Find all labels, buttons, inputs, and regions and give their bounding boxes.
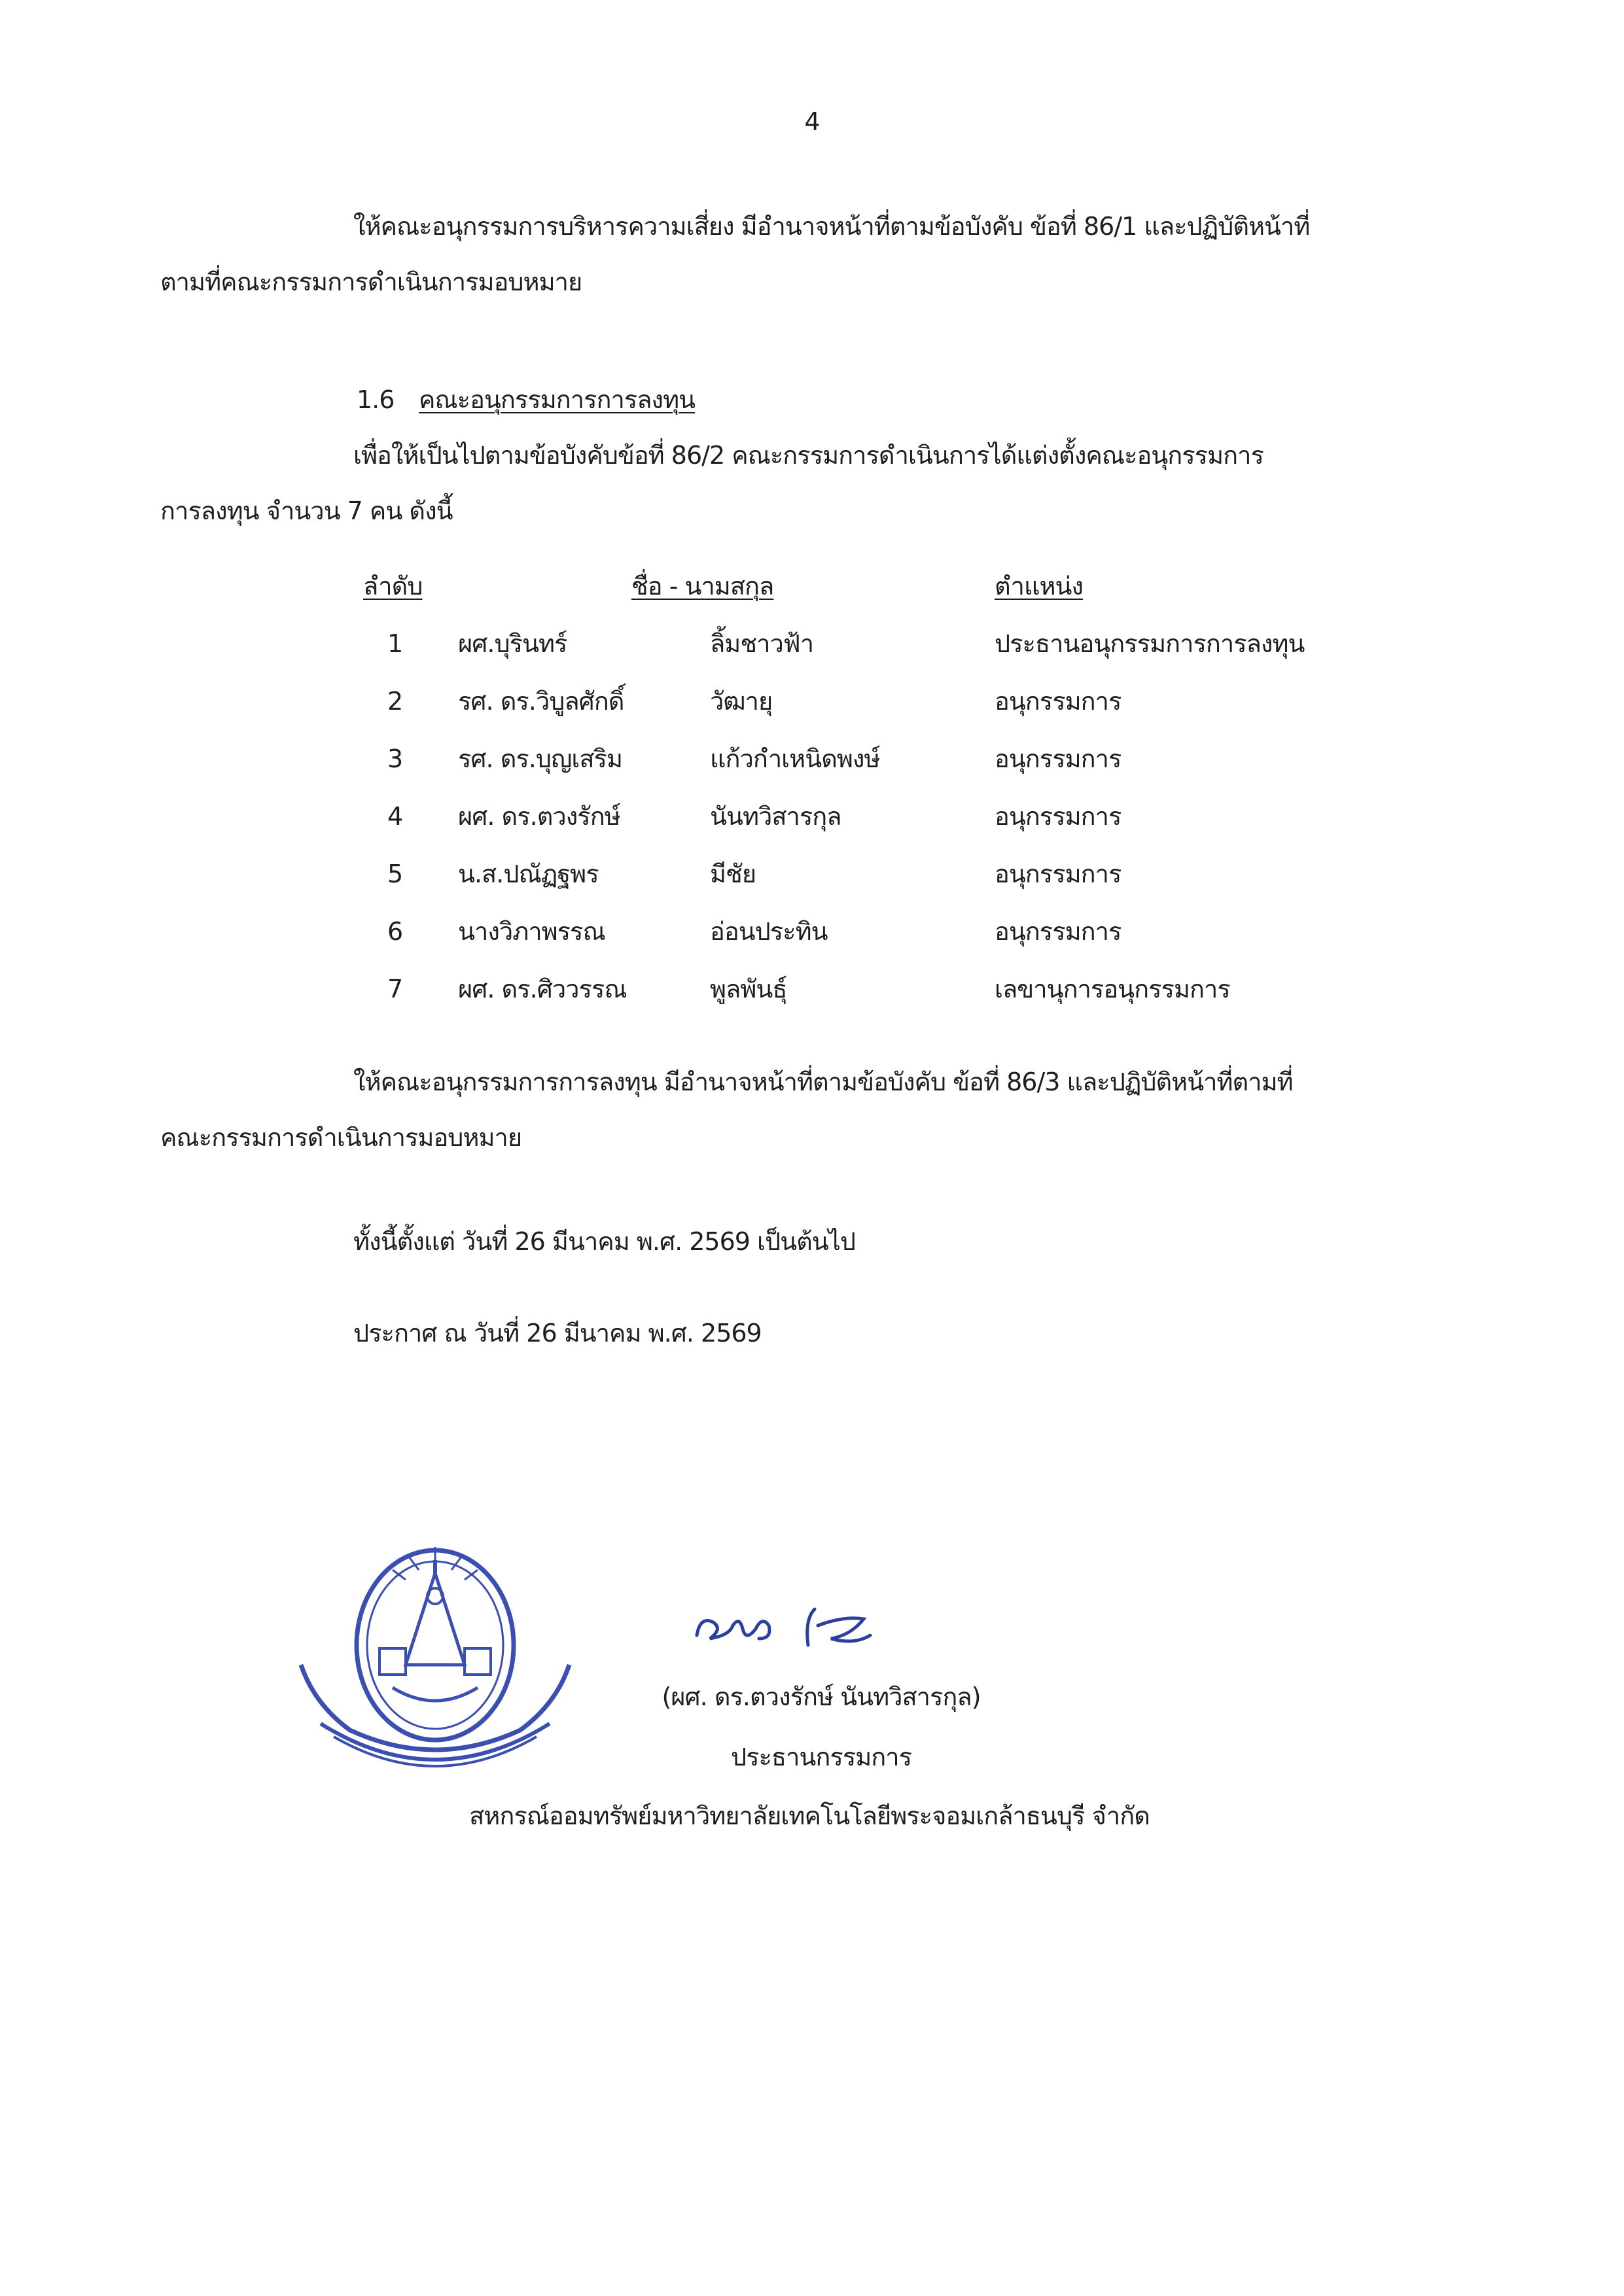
row-position: อนุกรรมการ xyxy=(995,917,1121,946)
row-position: ประธานอนุกรรมการการลงทุน xyxy=(995,629,1305,658)
section-intro-line1: เพื่อให้เป็นไปตามข้อบังคับข้อที่ 86/2 คณะกรรมการดำเนินการได้แต่งตั้งคณะอนุกรรมการ xyxy=(353,441,1263,470)
row-first-name: รศ. ดร.วิบูลศักดิ์ xyxy=(458,687,624,716)
row-last-name: อ่อนประทิน xyxy=(710,917,828,946)
row-order: 3 xyxy=(387,744,403,773)
row-first-name: ผศ. ดร.ศิววรรณ xyxy=(458,975,627,1003)
risk-paragraph-line2: ตามที่คณะกรรมการดำเนินการมอบหมาย xyxy=(160,268,582,296)
cooperative-seal-icon xyxy=(294,1534,576,1783)
signatory-title: ประธานกรรมการ xyxy=(730,1743,912,1771)
row-last-name: มีชัย xyxy=(710,860,756,888)
invest-paragraph-line1: ให้คณะอนุกรรมการการลงทุน มีอำนาจหน้าที่ตามข้อบังคับ ข้อที่ 86/3 และปฏิบัติหน้าที่ตามที่ xyxy=(353,1068,1293,1096)
risk-paragraph-line1: ให้คณะอนุกรรมการบริหารความเสี่ยง มีอำนาจหน้าที่ตามข้อบังคับ ข้อที่ 86/1 และปฏิบัติหน้าที่ xyxy=(353,212,1310,241)
invest-paragraph-line2: คณะกรรมการดำเนินการมอบหมาย xyxy=(160,1123,522,1152)
header-name: ชื่อ - นามสกุล xyxy=(631,572,774,600)
header-position: ตำแหน่ง xyxy=(995,572,1084,600)
row-order: 5 xyxy=(387,860,403,888)
row-position: อนุกรรมการ xyxy=(995,802,1121,831)
row-last-name: พูลพันธุ์ xyxy=(710,975,787,1003)
page-number: 4 xyxy=(804,107,820,136)
row-last-name: ลิ้มชาวฟ้า xyxy=(710,629,814,658)
row-order: 4 xyxy=(387,802,403,831)
row-first-name: ผศ.บุรินทร์ xyxy=(458,629,567,658)
row-order: 6 xyxy=(387,917,403,946)
row-order: 2 xyxy=(387,687,403,716)
effective-date: ทั้งนี้ตั้งแต่ วันที่ 26 มีนาคม พ.ศ. 2569 เป็นต้นไป xyxy=(353,1227,856,1256)
organization-name: สหกรณ์ออมทรัพย์มหาวิทยาลัยเทคโนโลยีพระจอมเกล้าธนบุรี จำกัด xyxy=(469,1801,1150,1830)
section-number: 1.6 xyxy=(357,385,395,414)
section-intro-line2: การลงทุน จำนวน 7 คน ดังนี้ xyxy=(160,496,453,525)
row-position: อนุกรรมการ xyxy=(995,687,1121,716)
row-order: 7 xyxy=(387,975,403,1003)
row-first-name: น.ส.ปณัฏฐพร xyxy=(458,860,599,888)
header-order: ลำดับ xyxy=(363,572,423,600)
row-first-name: นางวิภาพรรณ xyxy=(458,917,605,946)
section-title: คณะอนุกรรมการการลงทุน xyxy=(419,385,696,414)
row-order: 1 xyxy=(387,629,403,658)
row-position: เลขานุการอนุกรรมการ xyxy=(995,975,1230,1003)
row-first-name: รศ. ดร.บุญเสริม xyxy=(458,744,622,773)
row-last-name: นันทวิสารกุล xyxy=(710,802,841,831)
announcement-date: ประกาศ ณ วันที่ 26 มีนาคม พ.ศ. 2569 xyxy=(353,1319,762,1348)
row-position: อนุกรรมการ xyxy=(995,860,1121,888)
row-position: อนุกรรมการ xyxy=(995,744,1121,773)
row-last-name: แก้วกำเหนิดพงษ์ xyxy=(710,744,880,773)
signatory-name: (ผศ. ดร.ตวงรักษ์ นันทวิสารกุล) xyxy=(662,1682,981,1711)
row-first-name: ผศ. ดร.ตวงรักษ์ xyxy=(458,802,620,831)
signature-icon xyxy=(690,1596,887,1661)
row-last-name: วัฒายุ xyxy=(710,687,773,716)
